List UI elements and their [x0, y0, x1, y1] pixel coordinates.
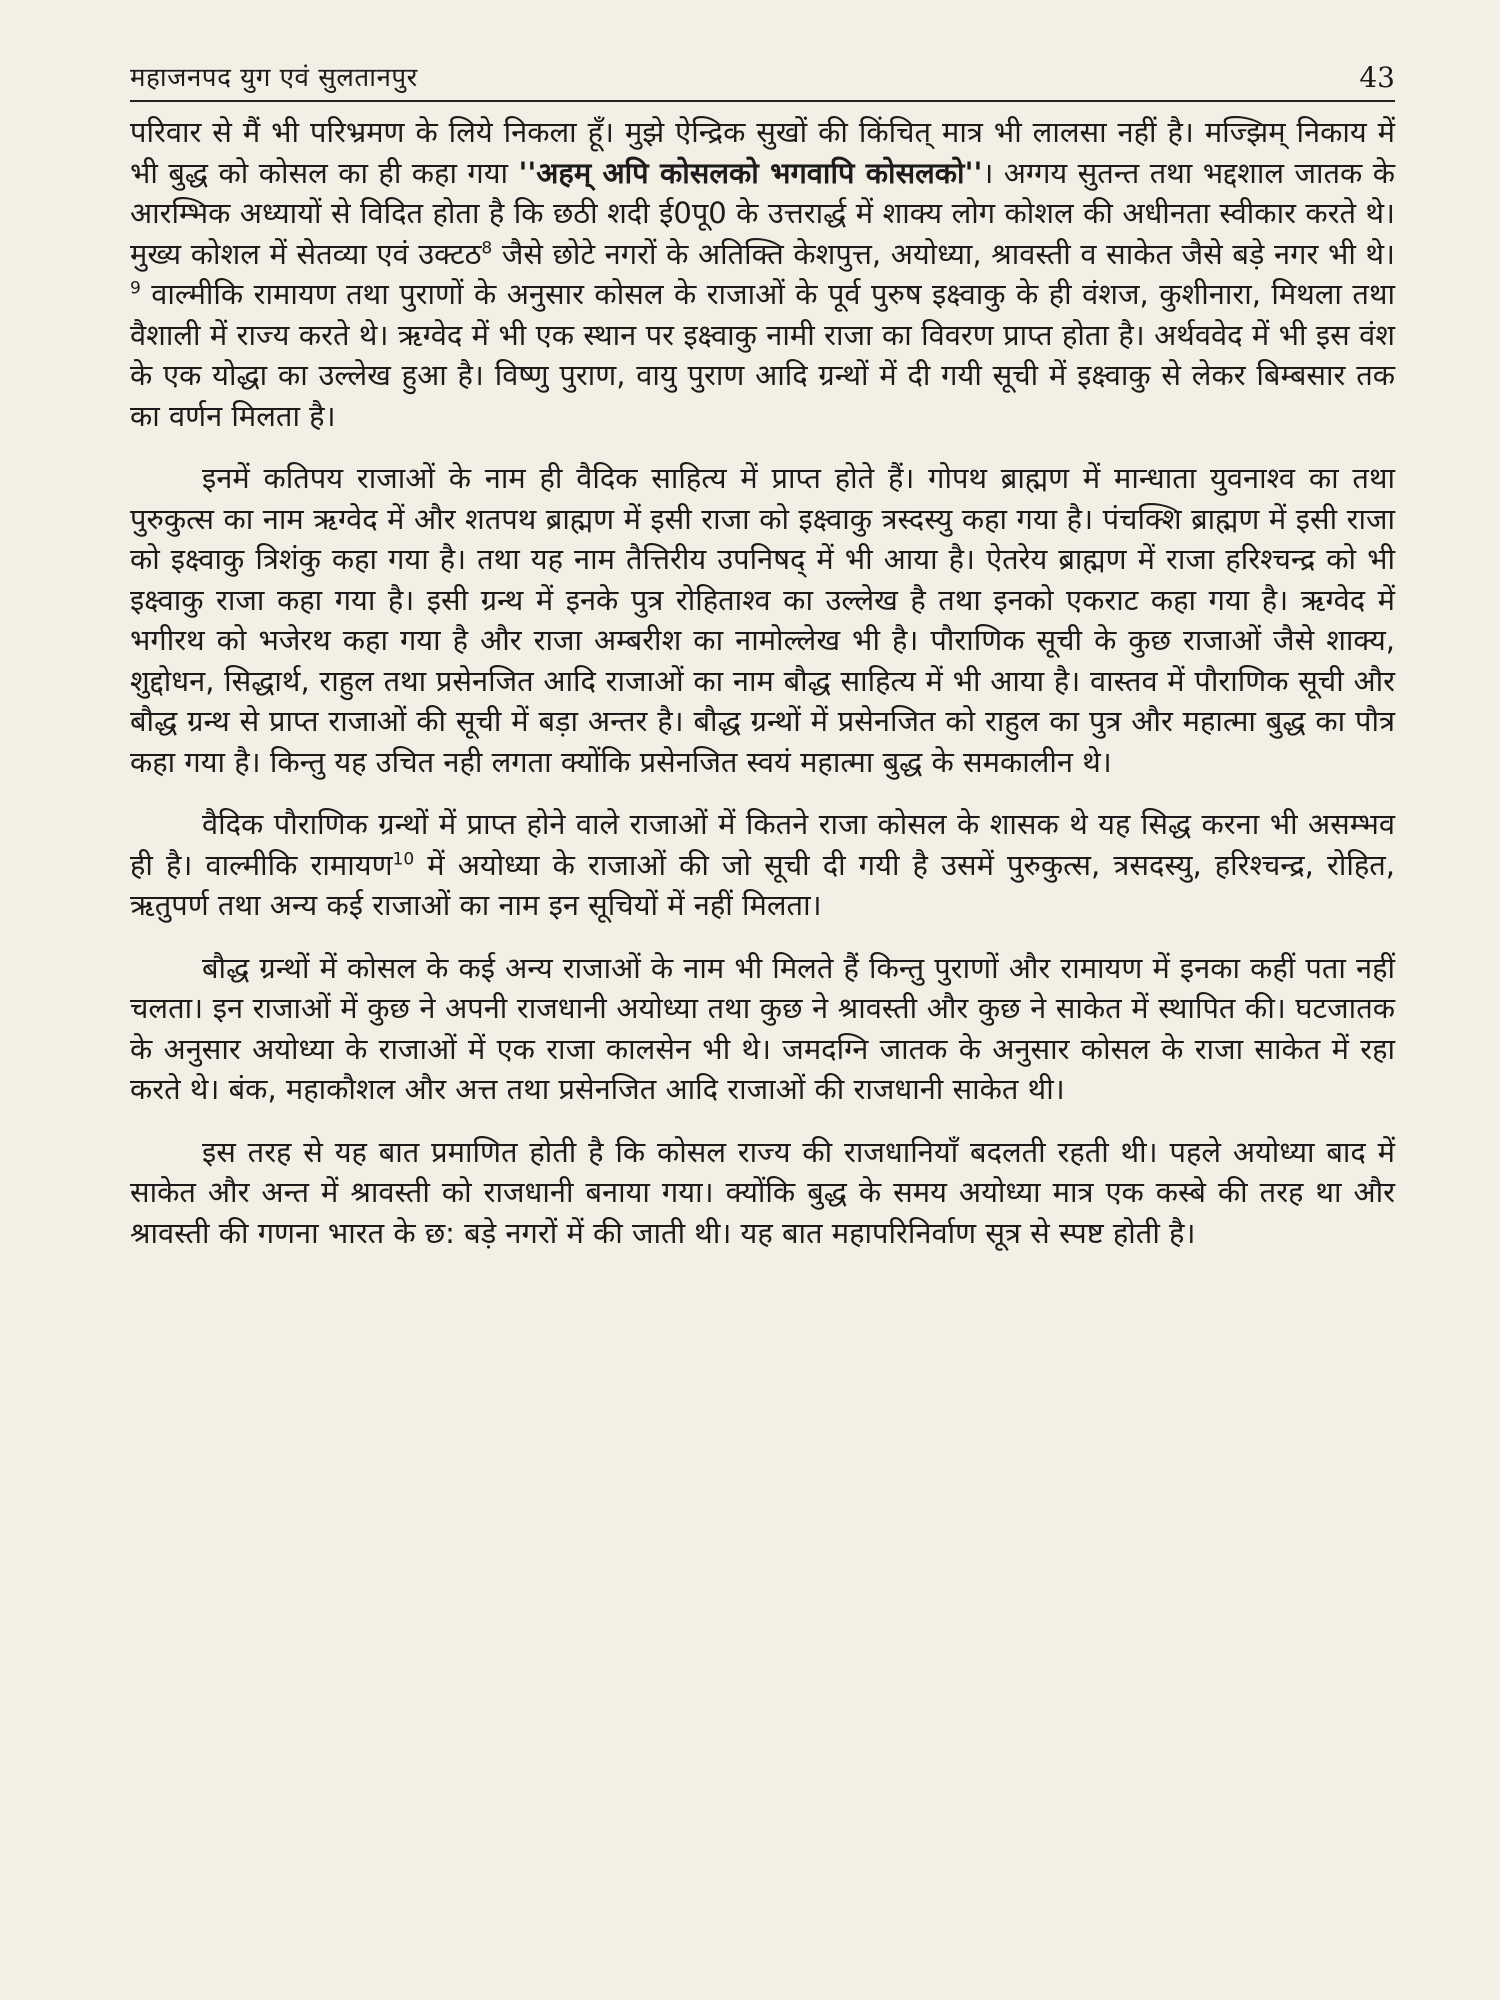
- footnote-ref-10: 10: [392, 848, 415, 869]
- book-page: [130, 58, 1395, 1275]
- running-title: महाजनपद युग एवं सुलतानपुर: [130, 63, 418, 93]
- paragraph-4: बौद्ध ग्रन्थों में कोसल के कई अन्य राजाओं के नाम भी मिलते हैं किन्तु पुराणों और रामायण में इनका कहीं पता नहीं चलता। इन राजाओं में कुछ ने अपनी राजधानी अयोध्या तथा कुछ ने श्रावस्ती और कुछ ने साकेत में स्थापित की। घटजातक के अनुसार अयोध्या के राजाओं में एक राजा कालसेन भी थे। जमदग्नि जातक के अनुसार कोसल के राजा साकेत में रहा करते थे। बंक, महाकौशल और अत्त तथा प्रसेनजित आदि राजाओं की राजधानी साकेत थी।: [130, 950, 1395, 1106]
- paragraph-3: [130, 804, 1395, 926]
- running-header: [130, 58, 1395, 102]
- bold-quote: ''अहम् अपि कोसलको भगवापि कोसलको'': [518, 155, 983, 190]
- footnote-ref-8: 8: [481, 237, 493, 258]
- footnote-ref-9: 9: [130, 278, 141, 299]
- page-body: [130, 112, 1395, 1253]
- paragraph-1-text-c: जैसे छोटे नगरों के अतिक्ति केशपुत्त, अयोध्या, श्रावस्ती व साकेत जैसे बड़े नगर भी थे।: [492, 236, 1395, 271]
- paragraph-1-text-b: । अग्गय सुतन्त तथा भद्दशाल जातक के आरम्भिक अध्यायों से विदित होता है कि छठी शदी ई0पू0 के उत्तरार्द्ध में शाक्य लोग कोशल की अधीनता स्वीकार करते थे। मुख्य कोशल में सेतव्या एवं उक्टठ: [130, 155, 1396, 271]
- paragraph-1: [130, 112, 1395, 436]
- paragraph-3-text-a: वैदिक पौराणिक ग्रन्थों में प्राप्त होने वाले राजाओं में कितने राजा कोसल के शासक थे यह सिद्ध करना भी असम्भव ही है। वाल्मीकि रामायण: [130, 807, 1395, 882]
- paragraph-3-text-b: में अयोध्या के राजाओं की जो सूची दी गयी है उसमें पुरुकुत्स, त्रसदस्यु, हरिश्चन्द्र, रोहित, ऋतुपर्ण तथा अन्य कई राजाओं का नाम इन सूचियों में नहीं मिलता।: [130, 847, 1395, 922]
- paragraph-5: इस तरह से यह बात प्रमाणित होती है कि कोसल राज्य की राजधानियाँ बदलती रहती थी। पहले अयोध्या बाद में साकेत और अन्त में श्रावस्ती को राजधानी बनाया गया। क्योंकि बुद्ध के समय अयोध्या मात्र एक कस्बे की तरह था और श्रावस्ती की गणना भारत के छ: बड़े नगरों में की जाती थी। यह बात महापरिनिर्वाण सूत्र से स्पष्ट होती है।: [130, 1134, 1395, 1250]
- page-number: 43: [1359, 61, 1395, 94]
- paragraph-2: इनमें कतिपय राजाओं के नाम ही वैदिक साहित्य में प्राप्त होते हैं। गोपथ ब्राह्मण में मान्धाता युवनाश्व का तथा पुरुकुत्स का नाम ऋग्वेद में और शतपथ ब्राह्मण में इसी राजा को इक्ष्वाकु त्रस्दस्यु कहा गया है। पंचक्शि ब्राह्मण में इसी राजा को इक्ष्वाकु त्रिशंकु कहा गया है। तथा यह नाम तैत्तिरीय उपनिषद् में भी आया है। ऐतरेय ब्राह्मण में राजा हरिश्चन्द्र को भी इक्ष्वाकु राजा कहा गया है। इसी ग्रन्थ में इनके पुत्र रोहिताश्व का उल्लेख है तथा इनको एकराट कहा गया है। ऋग्वेद में भगीरथ को भजेरथ कहा गया है और राजा अम्बरीश का नामोल्लेख भी है। पौराणिक सूची के कुछ राजाओं जैसे शाक्य, शुद्दोधन, सिद्धार्थ, राहुल तथा प्रसेनजित आदि राजाओं का नाम बौद्ध साहित्य में भी आया है। वास्तव में पौराणिक सूची और बौद्ध ग्रन्थ से प्राप्त राजाओं की सूची में बड़ा अन्तर है। बौद्ध ग्रन्थों में प्रसेनजित को राहुल का पुत्र और महात्मा बुद्ध का पौत्र कहा गया है। किन्तु यह उचित नही लगता क्योंकि प्रसेनजित स्वयं महात्मा बुद्ध के समकालीन थे।: [130, 461, 1395, 779]
- paragraph-1-text-a: परिवार से मैं भी परिभ्रमण के लिये निकला हूँ। मुझे ऐन्द्रिक सुखों की किंचित् मात्र भी लालसा नहीं है। मज्झिम् निकाय में भी बुद्ध को कोसल का ही कहा गया: [130, 115, 1395, 190]
- paragraph-1-text-d: वाल्मीकि रामायण तथा पुराणों के अनुसार कोसल के राजाओं के पूर्व पुरुष इक्ष्वाकु के ही वंशज, कुशीनारा, मिथला तथा वैशाली में राज्य करते थे। ऋग्वेद में भी एक स्थान पर इक्ष्वाकु नामी राजा का विवरण प्राप्त होता है। अर्थववेद में भी इस वंश के एक योद्धा का उल्लेख हुआ है। विष्णु पुराण, वायु पुराण आदि ग्रन्थों में दी गयी सूची में इक्ष्वाकु से लेकर बिम्बसार तक का वर्णन मिलता है।: [130, 277, 1395, 433]
